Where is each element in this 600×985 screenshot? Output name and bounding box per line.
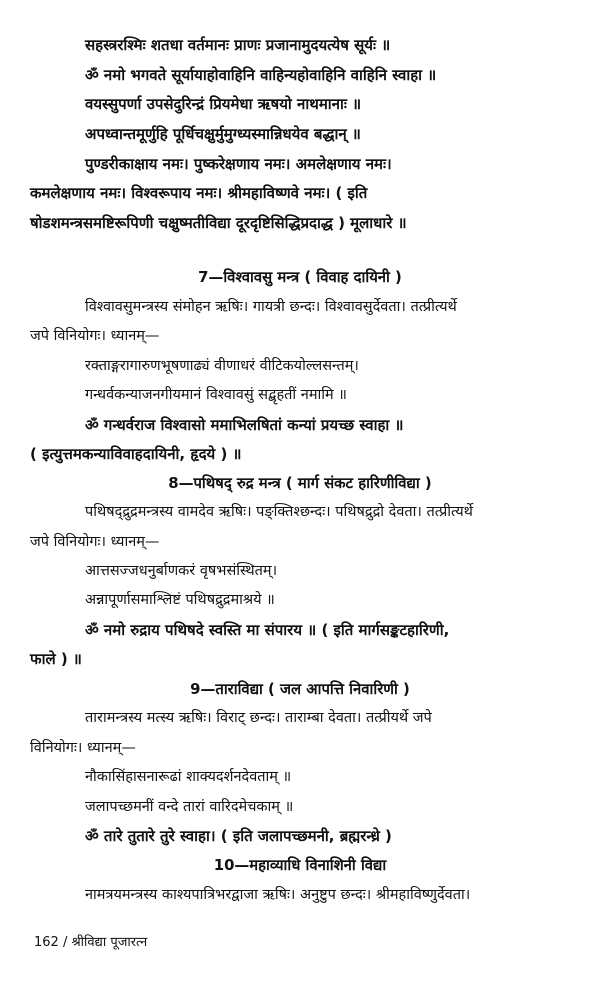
mantra-line: ॐ नमो भगवते सूर्यायाहोवाहिनि वाहिन्यहोवाहिनि वाहिनि स्वाहा ॥ bbox=[85, 66, 437, 84]
verse-line: अन्नापूर्णासमाश्लिष्टं पथिषद्रुद्रमाश्रये ॥ bbox=[85, 592, 275, 608]
body-line: विनियोगः। ध्यानम्— bbox=[30, 740, 136, 756]
body-line: पथिषद्द्रुद्रमन्त्रस्य वामदेव ऋषिः। पङ्क्तिश्छन्दः। पथिषद्रुद्रो देवता। तत्प्रीत्यर्थे bbox=[85, 504, 473, 520]
mantra-line: वयस्सुपर्णा उपसेदुरिन्द्रं प्रियमेधा ऋषयो नाथमानाः ॥ bbox=[85, 95, 362, 113]
section-heading: 8—पथिषद् रुद्र मन्त्र ( मार्ग संकट हारिणीविद्या ) bbox=[168, 474, 432, 492]
page-footer: 162 / श्रीविद्या पूजारत्न bbox=[34, 935, 148, 950]
mantra-line: पुण्डरीकाक्षाय नमः। पुष्करेक्षणाय नमः। अमलेक्षणाय नमः। bbox=[85, 155, 392, 173]
verse-line: रक्ताङ्गरागारुणभूषणाढ्यं वीणाधरं वीटिकयोल्लसन्तम्। bbox=[85, 358, 359, 374]
body-line: जपे विनियोगः। ध्यानम्— bbox=[30, 328, 160, 344]
verse-line: आत्तसज्जधनुर्बाणकरं वृषभसंस्थितम्। bbox=[85, 563, 278, 579]
section-heading: 9—ताराविद्या ( जल आपत्ति निवारिणी ) bbox=[190, 680, 410, 698]
mantra-line: अपध्वान्तमूर्णुहि पूर्धिचक्षुर्मुमुग्ध्यस्मान्निधयेव बद्धान् ॥ bbox=[85, 125, 361, 143]
mantra-line: ॐ नमो रुद्राय पथिषदे स्वस्ति मा संपारय ॥ ( इति मार्गसङ्कटहारिणी, bbox=[85, 621, 450, 639]
body-line: नामत्रयमन्त्रस्य काश्यपात्रिभरद्वाजा ऋषिः। अनुष्टुप छन्दः। श्रीमहाविष्णुर्देवता। bbox=[85, 887, 471, 903]
mantra-line: कमलेक्षणाय नमः। विश्वरूपाय नमः। श्रीमहाविष्णवे नमः। ( इति bbox=[30, 184, 368, 202]
mantra-line: ( इत्युत्तमकन्याविवाहदायिनी, हृदये ) ॥ bbox=[30, 445, 242, 463]
section-heading: 10—महाव्याधि विनाशिनी विद्या bbox=[213, 856, 387, 874]
mantra-line: फाले ) ॥ bbox=[30, 650, 82, 668]
verse-line: जलापच्छमनीं वन्दे तारां वारिदमेचकाम् ॥ bbox=[85, 799, 294, 815]
section-heading: 7—विश्वावसु मन्त्र ( विवाह दायिनी ) bbox=[198, 268, 402, 286]
body-line: विश्वावसुमन्त्रस्य संमोहन ऋषिः। गायत्री छन्दः। विश्वावसुर्देवता। तत्प्रीत्यर्थे bbox=[85, 299, 457, 315]
verse-line: नौकासिंहासनारूढां शाक्यदर्शनदेवताम् ॥ bbox=[85, 769, 292, 785]
mantra-line: ॐ तारे तुतारे तुरे स्वाहा। ( इति जलापच्छमनी, ब्रह्मरन्ध्रे ) bbox=[85, 827, 392, 845]
verse-line: गन्धर्वकन्याजनगीयमानं विश्वावसुं सद्बृहतीं नमामि ॥ bbox=[85, 387, 347, 403]
body-line: जपे विनियोगः। ध्यानम्— bbox=[30, 534, 160, 550]
mantra-line: ॐ गन्धर्वराज विश्वासो ममाभिलषितां कन्यां प्रयच्छ स्वाहा ॥ bbox=[85, 416, 404, 434]
mantra-line: सहस्त्ररश्मिः शतधा वर्तमानः प्राणः प्रजानामुदयत्येष सूर्यः ॥ bbox=[85, 36, 391, 54]
body-line: तारामन्त्रस्य मत्स्य ऋषिः। विराट् छन्दः। ताराम्बा देवता। तत्प्रीयर्थे जपे bbox=[85, 710, 432, 726]
mantra-line: षोडशमन्त्रसमष्टिरूपिणी चक्षुष्मतीविद्या दूरदृष्टिसिद्धिप्रदाद्ध ) मूलाधारे ॥ bbox=[30, 214, 407, 232]
